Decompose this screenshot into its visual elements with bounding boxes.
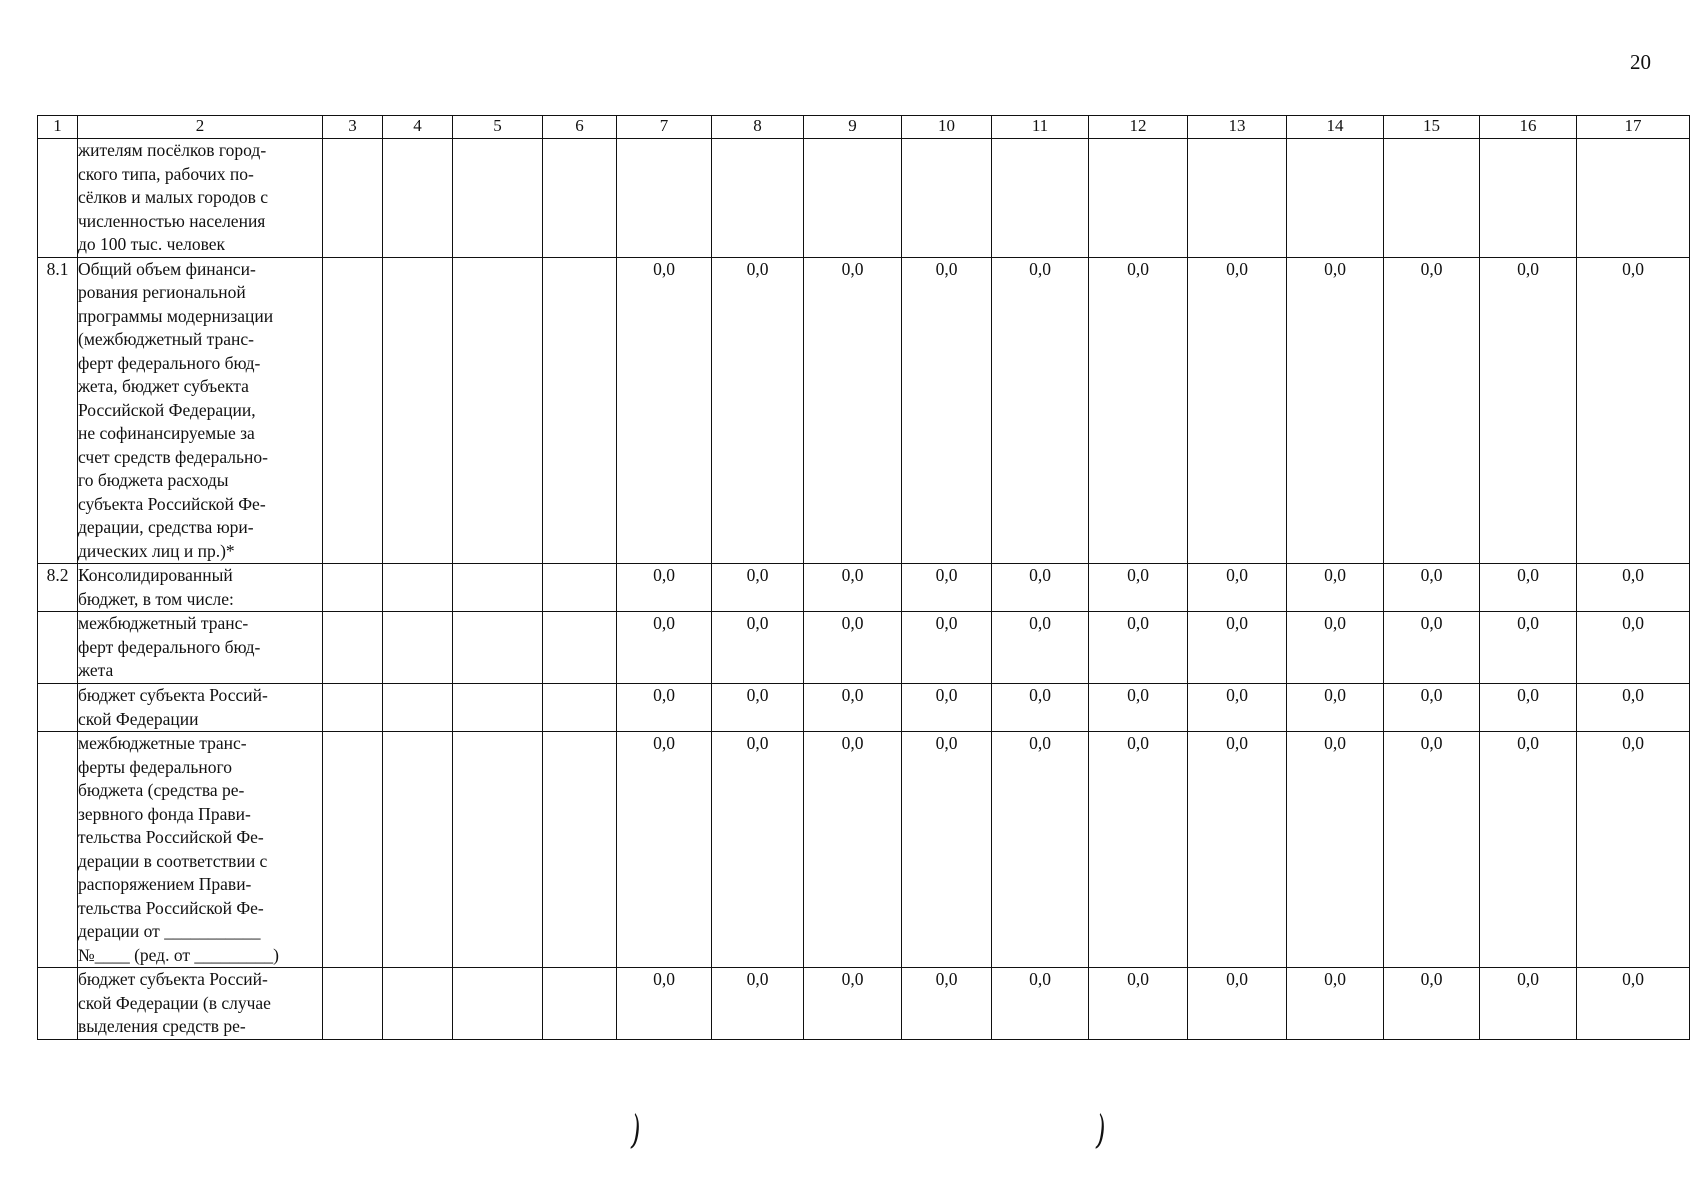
value-cell: 0,0 — [1384, 257, 1480, 564]
value-cell — [804, 139, 902, 258]
value-cell: 0,0 — [992, 684, 1089, 732]
value-cell: 0,0 — [1089, 257, 1188, 564]
value-cell: 0,0 — [804, 564, 902, 612]
value-cell: 0,0 — [902, 257, 992, 564]
value-cell: 0,0 — [617, 257, 712, 564]
value-cell: 0,0 — [804, 612, 902, 684]
column-header: 5 — [453, 116, 543, 139]
value-cell: 0,0 — [902, 968, 992, 1040]
column-header: 7 — [617, 116, 712, 139]
value-cell: 0,0 — [902, 684, 992, 732]
value-cell: 0,0 — [1577, 732, 1690, 968]
value-cell: 0,0 — [1480, 684, 1577, 732]
value-cell: 0,0 — [617, 564, 712, 612]
row-description-cell: бюджет субъекта Россий- ской Федерации (в случае выделения средств ре- — [78, 968, 323, 1040]
value-cell: 0,0 — [1577, 564, 1690, 612]
value-cell: 0,0 — [712, 968, 804, 1040]
value-cell: 0,0 — [712, 684, 804, 732]
value-cell: 0,0 — [1188, 684, 1287, 732]
value-cell: 0,0 — [1287, 564, 1384, 612]
row-number-cell — [38, 612, 78, 684]
value-cell: 0,0 — [1188, 968, 1287, 1040]
value-cell: 0,0 — [992, 564, 1089, 612]
row-description-cell: бюджет субъекта Россий- ской Федерации — [78, 684, 323, 732]
column-header: 1 — [38, 116, 78, 139]
value-cell: 0,0 — [1089, 612, 1188, 684]
value-cell: 0,0 — [1089, 732, 1188, 968]
value-cell: 0,0 — [1384, 732, 1480, 968]
table-row — [38, 257, 1690, 564]
value-cell: 0,0 — [992, 732, 1089, 968]
value-cell — [902, 139, 992, 258]
value-cell: 0,0 — [992, 968, 1089, 1040]
value-cell: 0,0 — [617, 612, 712, 684]
value-cell: 0,0 — [1287, 732, 1384, 968]
row-number-cell — [38, 684, 78, 732]
empty-cell — [383, 684, 453, 732]
empty-cell — [453, 257, 543, 564]
value-cell: 0,0 — [1480, 257, 1577, 564]
value-cell: 0,0 — [1188, 732, 1287, 968]
value-cell — [1384, 139, 1480, 258]
row-description-cell: Консолидированный бюджет, в том числе: — [78, 564, 323, 612]
empty-cell — [323, 612, 383, 684]
value-cell — [712, 139, 804, 258]
empty-cell — [543, 968, 617, 1040]
value-cell: 0,0 — [712, 732, 804, 968]
value-cell: 0,0 — [1188, 257, 1287, 564]
empty-cell — [543, 612, 617, 684]
value-cell: 0,0 — [1089, 564, 1188, 612]
column-header: 9 — [804, 116, 902, 139]
empty-cell — [323, 684, 383, 732]
value-cell — [992, 139, 1089, 258]
column-header: 4 — [383, 116, 453, 139]
row-number-cell — [38, 732, 78, 968]
value-cell: 0,0 — [992, 612, 1089, 684]
value-cell: 0,0 — [804, 968, 902, 1040]
value-cell — [1287, 139, 1384, 258]
value-cell: 0,0 — [1480, 732, 1577, 968]
value-cell: 0,0 — [1188, 564, 1287, 612]
empty-cell — [383, 257, 453, 564]
empty-cell — [453, 968, 543, 1040]
table-row — [38, 732, 1690, 968]
empty-cell — [543, 564, 617, 612]
value-cell — [1480, 139, 1577, 258]
empty-cell — [383, 612, 453, 684]
empty-cell — [323, 968, 383, 1040]
value-cell: 0,0 — [1384, 684, 1480, 732]
value-cell: 0,0 — [1287, 968, 1384, 1040]
empty-cell — [543, 139, 617, 258]
column-header: 3 — [323, 116, 383, 139]
column-header: 13 — [1188, 116, 1287, 139]
value-cell: 0,0 — [712, 257, 804, 564]
column-header: 10 — [902, 116, 992, 139]
value-cell: 0,0 — [1384, 612, 1480, 684]
empty-cell — [383, 564, 453, 612]
empty-cell — [323, 732, 383, 968]
column-header: 15 — [1384, 116, 1480, 139]
value-cell: 0,0 — [1384, 968, 1480, 1040]
empty-cell — [453, 139, 543, 258]
value-cell — [1188, 139, 1287, 258]
header-row — [38, 116, 1690, 139]
row-description-cell: межбюджетные транс- ферты федерального бюджета (средства ре- зервного фонда Прави- тельства Российской Фе- дерации в соответствии с распоряжением Прави- тельства Российской Фе- дерации от ___________ №____ (ред. от _________) — [78, 732, 323, 968]
table-row — [38, 564, 1690, 612]
value-cell: 0,0 — [1577, 968, 1690, 1040]
value-cell: 0,0 — [1577, 257, 1690, 564]
value-cell: 0,0 — [804, 732, 902, 968]
table-row — [38, 139, 1690, 258]
row-number-cell: 8.1 — [38, 257, 78, 564]
value-cell: 0,0 — [712, 612, 804, 684]
column-header: 14 — [1287, 116, 1384, 139]
value-cell: 0,0 — [617, 732, 712, 968]
table-row — [38, 684, 1690, 732]
value-cell: 0,0 — [804, 257, 902, 564]
value-cell — [617, 139, 712, 258]
value-cell: 0,0 — [902, 612, 992, 684]
value-cell: 0,0 — [1089, 968, 1188, 1040]
empty-cell — [453, 564, 543, 612]
row-description-cell: межбюджетный транс- ферт федерального бюд- жета — [78, 612, 323, 684]
row-number-cell — [38, 968, 78, 1040]
table-body — [38, 116, 1690, 1040]
column-header: 17 — [1577, 116, 1690, 139]
column-header: 12 — [1089, 116, 1188, 139]
empty-cell — [383, 139, 453, 258]
value-cell: 0,0 — [1480, 612, 1577, 684]
empty-cell — [323, 257, 383, 564]
value-cell: 0,0 — [1287, 612, 1384, 684]
value-cell: 0,0 — [1287, 257, 1384, 564]
row-description-cell: жителям посёлков город- ского типа, рабочих по- сёлков и малых городов с численностью населения до 100 тыс. человек — [78, 139, 323, 258]
column-header: 6 — [543, 116, 617, 139]
value-cell: 0,0 — [1089, 684, 1188, 732]
table-row — [38, 968, 1690, 1040]
handwritten-mark-left: ) — [628, 1106, 644, 1156]
value-cell: 0,0 — [1480, 564, 1577, 612]
value-cell: 0,0 — [902, 732, 992, 968]
row-description-cell: Общий объем финанси- рования региональной программы модернизации (межбюджетный транс- ферт федерального бюд- жета, бюджет субъекта Российской Федерации, не софинансируемые за счет средств федерально- го бюджета расходы субъекта Российской Фе- дерации, средства юри- дических лиц и пр.)* — [78, 257, 323, 564]
value-cell: 0,0 — [1287, 684, 1384, 732]
empty-cell — [543, 684, 617, 732]
handwritten-mark-right: ) — [1093, 1106, 1109, 1156]
value-cell: 0,0 — [1577, 684, 1690, 732]
value-cell: 0,0 — [902, 564, 992, 612]
column-header: 8 — [712, 116, 804, 139]
empty-cell — [453, 612, 543, 684]
value-cell — [1577, 139, 1690, 258]
value-cell: 0,0 — [992, 257, 1089, 564]
empty-cell — [453, 684, 543, 732]
value-cell: 0,0 — [712, 564, 804, 612]
empty-cell — [383, 968, 453, 1040]
empty-cell — [383, 732, 453, 968]
value-cell: 0,0 — [1480, 968, 1577, 1040]
value-cell — [1089, 139, 1188, 258]
empty-cell — [453, 732, 543, 968]
empty-cell — [323, 139, 383, 258]
value-cell: 0,0 — [1188, 612, 1287, 684]
column-header: 11 — [992, 116, 1089, 139]
page-number: 20 — [1630, 50, 1651, 74]
empty-cell — [543, 257, 617, 564]
column-header: 16 — [1480, 116, 1577, 139]
financing-table — [37, 115, 1690, 1040]
value-cell: 0,0 — [804, 684, 902, 732]
row-number-cell — [38, 139, 78, 258]
empty-cell — [323, 564, 383, 612]
value-cell: 0,0 — [1577, 612, 1690, 684]
column-header: 2 — [78, 116, 323, 139]
value-cell: 0,0 — [1384, 564, 1480, 612]
value-cell: 0,0 — [617, 968, 712, 1040]
row-number-cell: 8.2 — [38, 564, 78, 612]
value-cell: 0,0 — [617, 684, 712, 732]
table-row — [38, 612, 1690, 684]
empty-cell — [543, 732, 617, 968]
